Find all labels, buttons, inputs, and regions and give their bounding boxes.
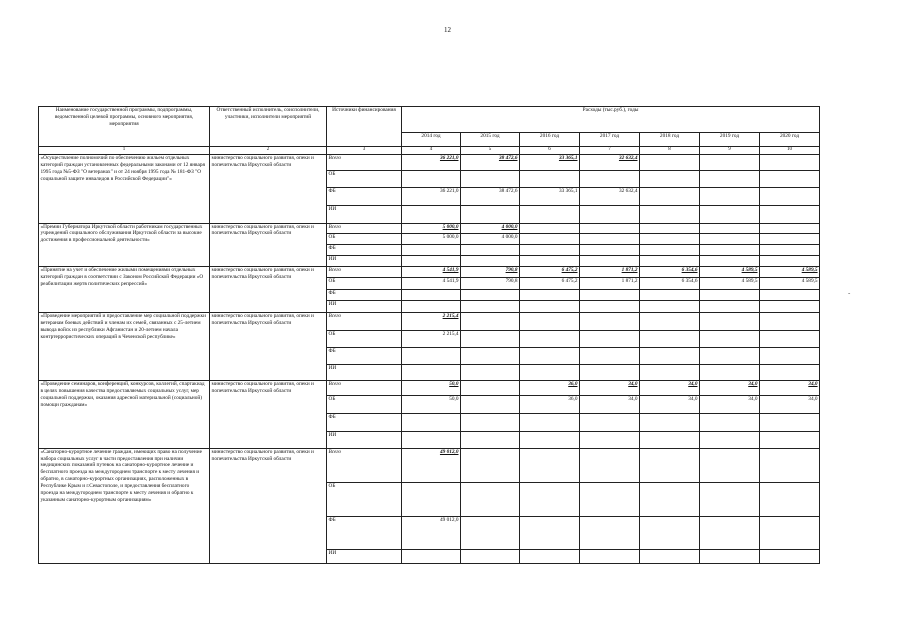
expense-value: [580, 171, 640, 188]
expense-value: 34,0: [760, 381, 820, 396]
expense-value: 4 589,5: [700, 267, 760, 278]
column-number: 10: [760, 147, 820, 155]
expense-value: 33 365,1: [520, 154, 580, 170]
expense-value: [520, 171, 580, 188]
expense-value: [461, 347, 520, 364]
expense-value: [461, 483, 520, 517]
expense-value: 50,0: [402, 396, 461, 414]
table-row: [39, 223, 820, 233]
funding-source: Всего: [327, 154, 402, 170]
funding-source: ФБ: [327, 290, 402, 301]
expense-value: 34,0: [700, 381, 760, 396]
expense-value: [520, 414, 580, 431]
expense-value: [640, 244, 700, 255]
expense-value: [760, 233, 820, 244]
column-number: 9: [700, 147, 760, 155]
column-number: 6: [520, 147, 580, 155]
expense-value: [402, 549, 461, 563]
expense-value: [640, 171, 700, 188]
expense-value: [700, 255, 760, 266]
expense-value: [461, 364, 520, 380]
table-row: [39, 448, 820, 482]
column-number: 3: [327, 147, 402, 155]
expense-value: [760, 414, 820, 431]
budget-table: [38, 106, 820, 564]
expense-value: [461, 431, 520, 448]
funding-source: Всего: [327, 313, 402, 330]
expense-value: [700, 448, 760, 482]
expense-value: [700, 206, 760, 223]
expense-value: [760, 188, 820, 206]
expense-value: [580, 301, 640, 313]
expense-value: 36 221,0: [402, 188, 461, 206]
expense-value: 790,8: [461, 278, 520, 290]
expense-value: [700, 549, 760, 563]
expense-value: [461, 290, 520, 301]
expense-value: [580, 330, 640, 347]
stray-mark: -: [848, 289, 851, 297]
expense-value: [520, 244, 580, 255]
expense-value: 2 215,4: [402, 313, 461, 330]
funding-source: ОБ: [327, 171, 402, 188]
expense-value: 32 632,4: [580, 154, 640, 170]
expense-value: [520, 206, 580, 223]
responsible-executor: министерство социального развития, опеки и попечительства Иркутской области: [210, 267, 327, 313]
expense-value: [402, 206, 461, 223]
expense-value: [700, 347, 760, 364]
expense-value: 34,0: [580, 381, 640, 396]
expense-value: [760, 154, 820, 170]
expense-value: [700, 313, 760, 330]
expense-value: [402, 255, 461, 266]
expense-value: [461, 171, 520, 188]
header-year: 2015 год: [461, 133, 520, 147]
expense-value: [580, 517, 640, 549]
expense-value: 34,0: [640, 381, 700, 396]
expense-value: 38 472,6: [461, 154, 520, 170]
expense-value: [520, 301, 580, 313]
expense-value: [520, 448, 580, 482]
expense-value: [700, 301, 760, 313]
expense-value: [760, 313, 820, 330]
expense-value: [461, 381, 520, 396]
expense-value: 1 871,2: [580, 278, 640, 290]
expense-value: 49 012,0: [402, 517, 461, 549]
funding-source: Всего: [327, 381, 402, 396]
expense-value: 6 475,2: [520, 278, 580, 290]
measure-name: «Проведение семинаров, конференций, конкурсов, коллегий, спартакиад в целях повышения качества предоставляемых социальных услуг, мер социальной поддержки, оказания адресной материальной (социальной) помощи гражданам»: [39, 381, 210, 449]
expense-value: 4 541,9: [402, 278, 461, 290]
expense-value: [402, 483, 461, 517]
expense-value: [461, 255, 520, 266]
funding-source: ФБ: [327, 414, 402, 431]
expense-value: 6 475,2: [520, 267, 580, 278]
responsible-executor: министерство социального развития, опеки и попечительства Иркутской области: [210, 313, 327, 381]
expense-value: [700, 330, 760, 347]
expense-value: [402, 414, 461, 431]
expense-value: [580, 414, 640, 431]
funding-source: ОБ: [327, 233, 402, 244]
expense-value: [640, 206, 700, 223]
expense-value: [520, 313, 580, 330]
funding-source: Всего: [327, 223, 402, 233]
column-number: 7: [580, 147, 640, 155]
expense-value: [580, 244, 640, 255]
funding-source: ОБ: [327, 330, 402, 347]
funding-source: ФБ: [327, 188, 402, 206]
expense-value: [640, 330, 700, 347]
expense-value: [640, 223, 700, 233]
funding-source: ИИ: [327, 549, 402, 563]
expense-value: [700, 517, 760, 549]
header-expenses: Расходы (тыс.руб.), годы: [402, 107, 820, 133]
expense-value: [520, 347, 580, 364]
funding-source: ИИ: [327, 301, 402, 313]
expense-value: [640, 549, 700, 563]
header-year: 2016 год: [520, 133, 580, 147]
funding-source: ОБ: [327, 396, 402, 414]
column-number: 4: [402, 147, 461, 155]
expense-value: 34,0: [580, 396, 640, 414]
expense-value: [402, 244, 461, 255]
expense-value: [640, 290, 700, 301]
expense-value: 4 000,0: [461, 223, 520, 233]
responsible-executor: министерство социального развития, опеки и попечительства Иркутской области: [210, 381, 327, 449]
expense-value: [402, 171, 461, 188]
expense-value: 4 541,9: [402, 267, 461, 278]
expense-value: [461, 396, 520, 414]
expense-value: [461, 448, 520, 482]
expense-value: [402, 431, 461, 448]
header-program: Наименование государственной программы, подпрограммы, ведомственной целевой программы, основного мероприятия, мероприятия: [39, 107, 210, 147]
expense-value: 33 365,1: [520, 188, 580, 206]
funding-source: ФБ: [327, 517, 402, 549]
expense-value: [580, 431, 640, 448]
expense-value: [580, 223, 640, 233]
funding-source: Всего: [327, 267, 402, 278]
expense-value: [461, 330, 520, 347]
table-row: [39, 154, 820, 170]
expense-value: [640, 364, 700, 380]
expense-value: [700, 233, 760, 244]
expense-value: 34,0: [760, 396, 820, 414]
measure-name: «Принятие на учет и обеспечение жилыми помещениями отдельных категорий граждан в соответствии с Законом Российской Федерации «О реабилитации жертв политических репрессий»: [39, 267, 210, 313]
expense-value: [402, 347, 461, 364]
expense-value: [700, 188, 760, 206]
expense-value: [580, 448, 640, 482]
column-number: 2: [210, 147, 327, 155]
expense-value: [640, 255, 700, 266]
table-row: [39, 313, 820, 330]
expense-value: [760, 364, 820, 380]
expense-value: [461, 517, 520, 549]
funding-source: ФБ: [327, 244, 402, 255]
expense-value: 4 589,5: [760, 278, 820, 290]
expense-value: 36,0: [520, 396, 580, 414]
expense-value: [700, 414, 760, 431]
expense-value: 6 354,6: [640, 267, 700, 278]
expense-value: 5 000,0: [402, 223, 461, 233]
expense-value: [461, 549, 520, 563]
column-number: 1: [39, 147, 210, 155]
expense-value: [760, 223, 820, 233]
header-responsible: Ответственный исполнитель, соисполнители, участники, исполнители мероприятий: [210, 107, 327, 147]
expense-value: [461, 206, 520, 223]
expense-value: [760, 206, 820, 223]
expense-value: 790,8: [461, 267, 520, 278]
measure-name: «Санаторно-курортное лечение граждан, имеющих право на получение набора социальных услуг в части предоставления при наличии медицинских показаний путевок на санаторно-курортное лечение и бесплатного проезда на междугороднем транспорте к месту лечения и обратно, в санаторно-курортных организациях, расположенных в Республике Крым и г.Севастополе, и предоставления бесплатного проезда на междугороднем транспорте к месту лечения и обратно к указанным санаторно-курортным организациям»: [39, 448, 210, 563]
expense-value: [640, 301, 700, 313]
expense-value: 5 000,0: [402, 233, 461, 244]
expense-value: [580, 483, 640, 517]
expense-value: [461, 301, 520, 313]
expense-value: [520, 483, 580, 517]
expense-value: [520, 223, 580, 233]
expense-value: 4 589,5: [700, 278, 760, 290]
expense-value: [461, 414, 520, 431]
measure-name: «Проведение мероприятий и предоставление мер социальной поддержки ветеранам боевых действий и членам их семей, связанных с 25-летием вывода войск из республики Афганистан и 20-летием начала контртеррористических операций в Чеченской республике»: [39, 313, 210, 381]
expense-value: 36,0: [520, 381, 580, 396]
header-row-1: [39, 107, 820, 133]
expense-value: [700, 483, 760, 517]
column-number: 8: [640, 147, 700, 155]
expense-value: [461, 313, 520, 330]
expense-value: 1 871,2: [580, 267, 640, 278]
expense-value: [640, 483, 700, 517]
expense-value: [520, 233, 580, 244]
table-row: [39, 267, 820, 278]
expense-value: 34,0: [700, 396, 760, 414]
expense-value: 49 012,0: [402, 448, 461, 482]
expense-value: [760, 549, 820, 563]
expense-value: [700, 244, 760, 255]
expense-value: [520, 431, 580, 448]
expense-value: [760, 330, 820, 347]
expense-value: [520, 549, 580, 563]
funding-source: Всего: [327, 448, 402, 482]
page-number: 12: [444, 26, 451, 34]
expense-value: [760, 244, 820, 255]
expense-value: [580, 233, 640, 244]
expense-value: 4 589,5: [760, 267, 820, 278]
measure-name: «Премии Губернатора Иркутской области работникам государственных учреждений социального обслуживания Иркутской области за высокие достижения в профессиональной деятельности»: [39, 223, 210, 266]
header-year: 2019 год: [700, 133, 760, 147]
expense-value: [760, 347, 820, 364]
expense-value: [580, 206, 640, 223]
header-year: 2018 год: [640, 133, 700, 147]
table-row: [39, 381, 820, 396]
expense-value: [402, 290, 461, 301]
expense-value: 4 000,0: [461, 233, 520, 244]
expense-value: [760, 301, 820, 313]
expense-value: 34,0: [640, 396, 700, 414]
expense-value: [640, 517, 700, 549]
expense-value: [640, 431, 700, 448]
measure-name: «Осуществление полномочий по обеспечению жильем отдельных категорий граждан установленных федеральными законами от 12 января 1995 года №5-ФЗ "О ветеранах" и от 24 ноября 1995 года № 181-ФЗ "О социальной защите инвалидов в Российской Федерации"»: [39, 154, 210, 223]
responsible-executor: министерство социального развития, опеки и попечительства Иркутской области: [210, 154, 327, 223]
expense-value: 32 632,4: [580, 188, 640, 206]
expense-value: [520, 255, 580, 266]
expense-value: [700, 290, 760, 301]
column-number-row: [39, 147, 820, 155]
expense-value: [580, 347, 640, 364]
expense-value: [520, 517, 580, 549]
expense-value: [700, 154, 760, 170]
header-year: 2017 год: [580, 133, 640, 147]
expense-value: 36 221,0: [402, 154, 461, 170]
funding-source: ИИ: [327, 431, 402, 448]
header-year: 2020 год: [760, 133, 820, 147]
expense-value: [760, 517, 820, 549]
expense-value: [402, 301, 461, 313]
expense-value: [760, 431, 820, 448]
expense-value: [580, 549, 640, 563]
expense-value: 2 215,4: [402, 330, 461, 347]
header-sources: Источники финансирования: [327, 107, 402, 147]
funding-source: ИИ: [327, 364, 402, 380]
expense-value: [402, 364, 461, 380]
expense-value: 38 472,6: [461, 188, 520, 206]
expense-value: 50,0: [402, 381, 461, 396]
expense-value: [640, 188, 700, 206]
expense-value: [640, 347, 700, 364]
expense-value: [700, 171, 760, 188]
expense-value: [461, 244, 520, 255]
expense-value: [580, 255, 640, 266]
expense-value: [520, 364, 580, 380]
funding-source: ФБ: [327, 347, 402, 364]
expense-value: [580, 290, 640, 301]
responsible-executor: министерство социального развития, опеки и попечительства Иркутской области: [210, 223, 327, 266]
expense-value: [580, 313, 640, 330]
expense-value: [700, 364, 760, 380]
expense-value: [760, 255, 820, 266]
funding-source: ИИ: [327, 255, 402, 266]
header-year: 2014 год: [402, 133, 461, 147]
funding-source: ОБ: [327, 278, 402, 290]
responsible-executor: министерство социального развития, опеки и попечительства Иркутской области: [210, 448, 327, 563]
expense-value: [640, 233, 700, 244]
expense-value: [640, 154, 700, 170]
expense-value: [640, 448, 700, 482]
expense-value: [700, 431, 760, 448]
expense-value: 6 354,6: [640, 278, 700, 290]
expense-value: [580, 364, 640, 380]
expense-value: [640, 313, 700, 330]
expense-value: [520, 290, 580, 301]
column-number: 5: [461, 147, 520, 155]
expense-value: [760, 171, 820, 188]
expense-value: [520, 330, 580, 347]
expense-value: [700, 223, 760, 233]
expense-value: [640, 414, 700, 431]
funding-source: ИИ: [327, 206, 402, 223]
expense-value: [760, 483, 820, 517]
expense-value: [760, 448, 820, 482]
expense-value: [760, 290, 820, 301]
funding-source: ОБ: [327, 483, 402, 517]
